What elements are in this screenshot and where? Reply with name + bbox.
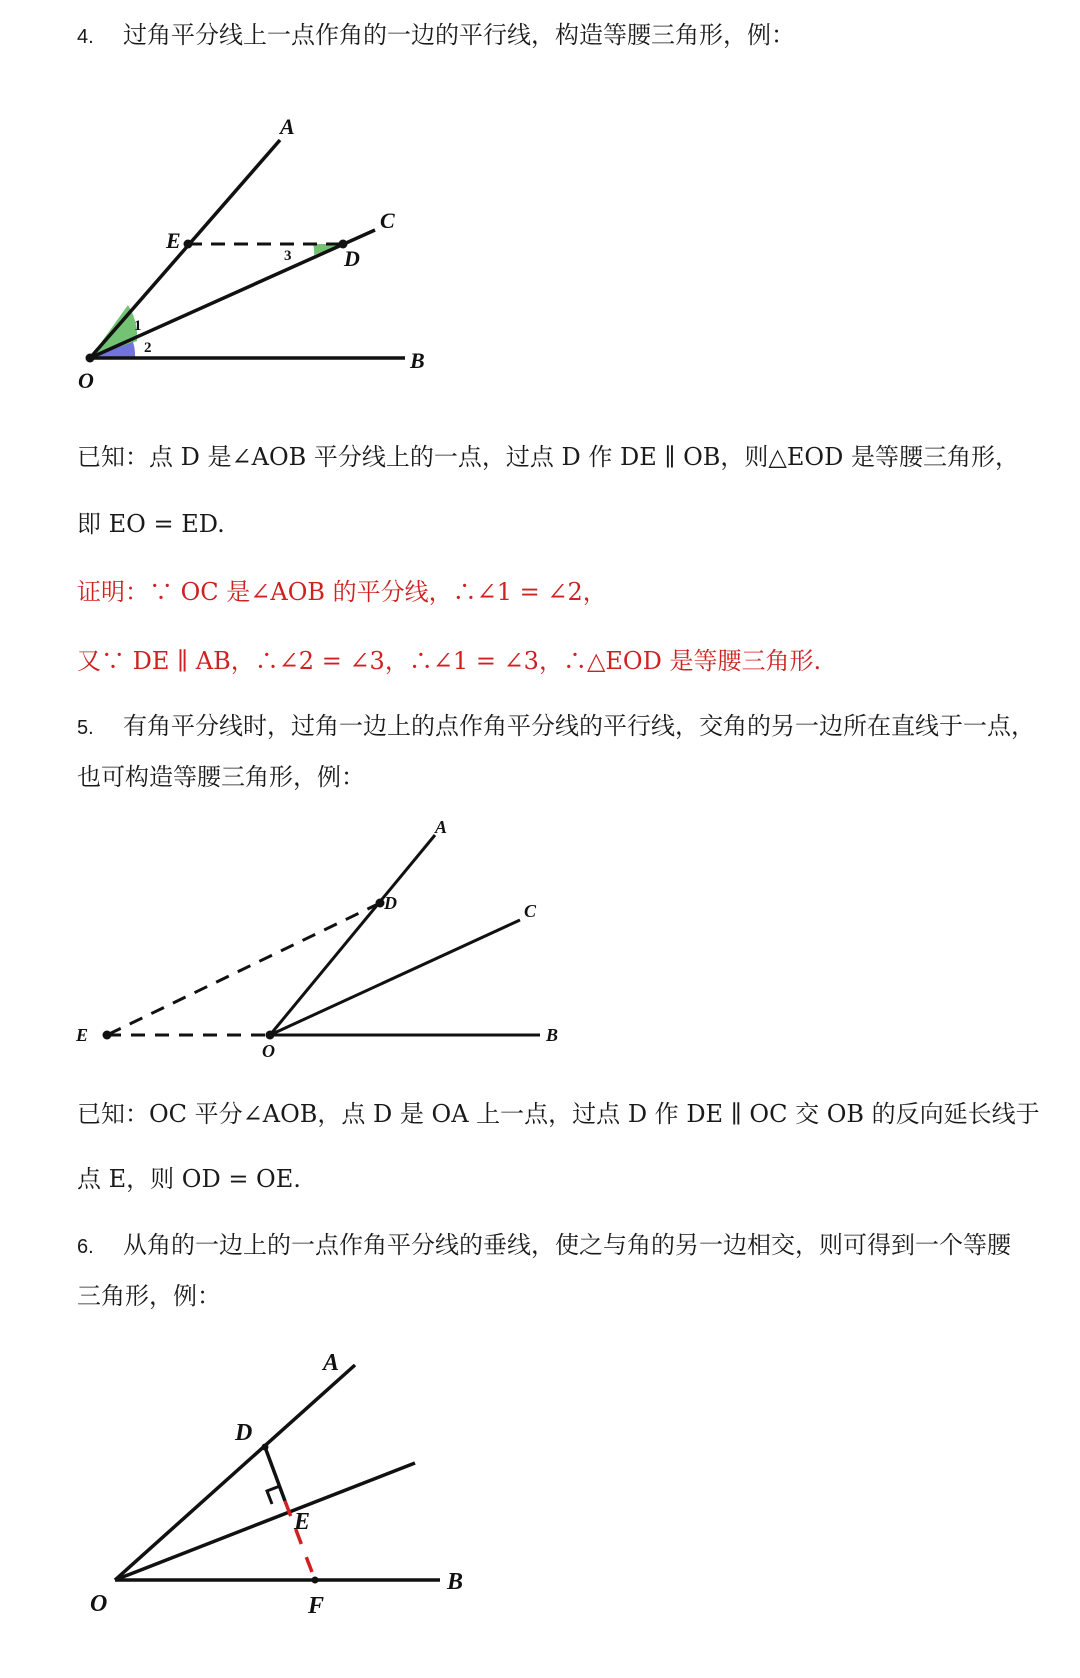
label-E: E	[166, 228, 181, 253]
section-5-given-2: 点 E，则 OD = OE.	[77, 1165, 301, 1193]
section-4-proof-1: 证明：∵ OC 是∠AOB 的平分线，∴∠1 = ∠2，	[77, 578, 607, 606]
section-6-number: 6.	[77, 1236, 94, 1258]
section-4-proof-2: 又∵ DE ∥ AB，∴∠2 = ∠3，∴∠1 = ∠3，∴△EOD 是等腰三角形.	[77, 647, 822, 675]
label-B: B	[546, 1025, 559, 1045]
label-C: C	[380, 208, 395, 233]
label-angle-1: 1	[134, 318, 142, 334]
section-4-heading-text: 过角平分线上一点作角的一边的平行线，构造等腰三角形，例：	[123, 21, 795, 49]
section-5-heading	[77, 709, 1035, 745]
label-angle-2: 2	[144, 340, 152, 356]
section-4-given-1: 已知：点 D 是∠AOB 平分线上的一点，过点 D 作 DE ∥ OB，则△EOD 是等腰三角形，	[77, 443, 1019, 471]
section-5-heading-text: 有角平分线时，过角一边上的点作角平分线的平行线，交角的另一边所在直线于一点，	[123, 712, 1035, 740]
label-D: D	[384, 893, 397, 913]
right-angle-mark	[267, 1486, 280, 1504]
section-5-heading-2: 也可构造等腰三角形，例：	[77, 763, 365, 791]
label-A: A	[280, 114, 295, 139]
label-B: B	[447, 1569, 464, 1595]
label-E: E	[294, 1509, 311, 1535]
segment-DE	[107, 903, 380, 1035]
ray-OC	[115, 1463, 415, 1580]
point-O	[266, 1031, 275, 1040]
point-D	[262, 1444, 269, 1451]
ray-OA	[270, 835, 435, 1035]
label-D: D	[235, 1420, 253, 1446]
point-E	[103, 1031, 112, 1040]
figure-6	[70, 1325, 490, 1625]
point-O	[86, 354, 95, 363]
section-5-given-1: 已知：OC 平分∠AOB，点 D 是 OA 上一点，过点 D 作 DE ∥ OC 交 OB 的反向延长线于	[77, 1100, 1040, 1128]
label-O: O	[262, 1041, 275, 1061]
ray-OA	[90, 140, 280, 358]
point-E	[184, 240, 193, 249]
figure-5	[70, 815, 590, 1075]
label-angle-3: 3	[284, 248, 292, 264]
label-F: F	[308, 1593, 325, 1619]
label-D: D	[344, 246, 360, 271]
section-4-heading	[77, 18, 795, 54]
section-4-given-2: 即 EO = ED.	[77, 510, 225, 538]
point-F	[312, 1577, 319, 1584]
figure-4	[70, 110, 550, 410]
section-4-number: 4.	[77, 26, 94, 48]
section-6-heading	[77, 1228, 1011, 1264]
section-6-heading-text: 从角的一边上的一点作角平分线的垂线，使之与角的另一边相交，则可得到一个等腰	[123, 1231, 1011, 1259]
label-O: O	[90, 1591, 108, 1617]
section-5-number: 5.	[77, 717, 94, 739]
ray-OA	[115, 1365, 355, 1580]
label-A: A	[435, 817, 448, 837]
label-A: A	[323, 1350, 340, 1376]
label-O: O	[78, 368, 94, 393]
ray-OC	[90, 230, 375, 358]
section-6-heading-2: 三角形，例：	[77, 1282, 221, 1310]
label-C: C	[524, 901, 537, 921]
label-B: B	[410, 348, 425, 373]
label-E: E	[76, 1025, 89, 1045]
